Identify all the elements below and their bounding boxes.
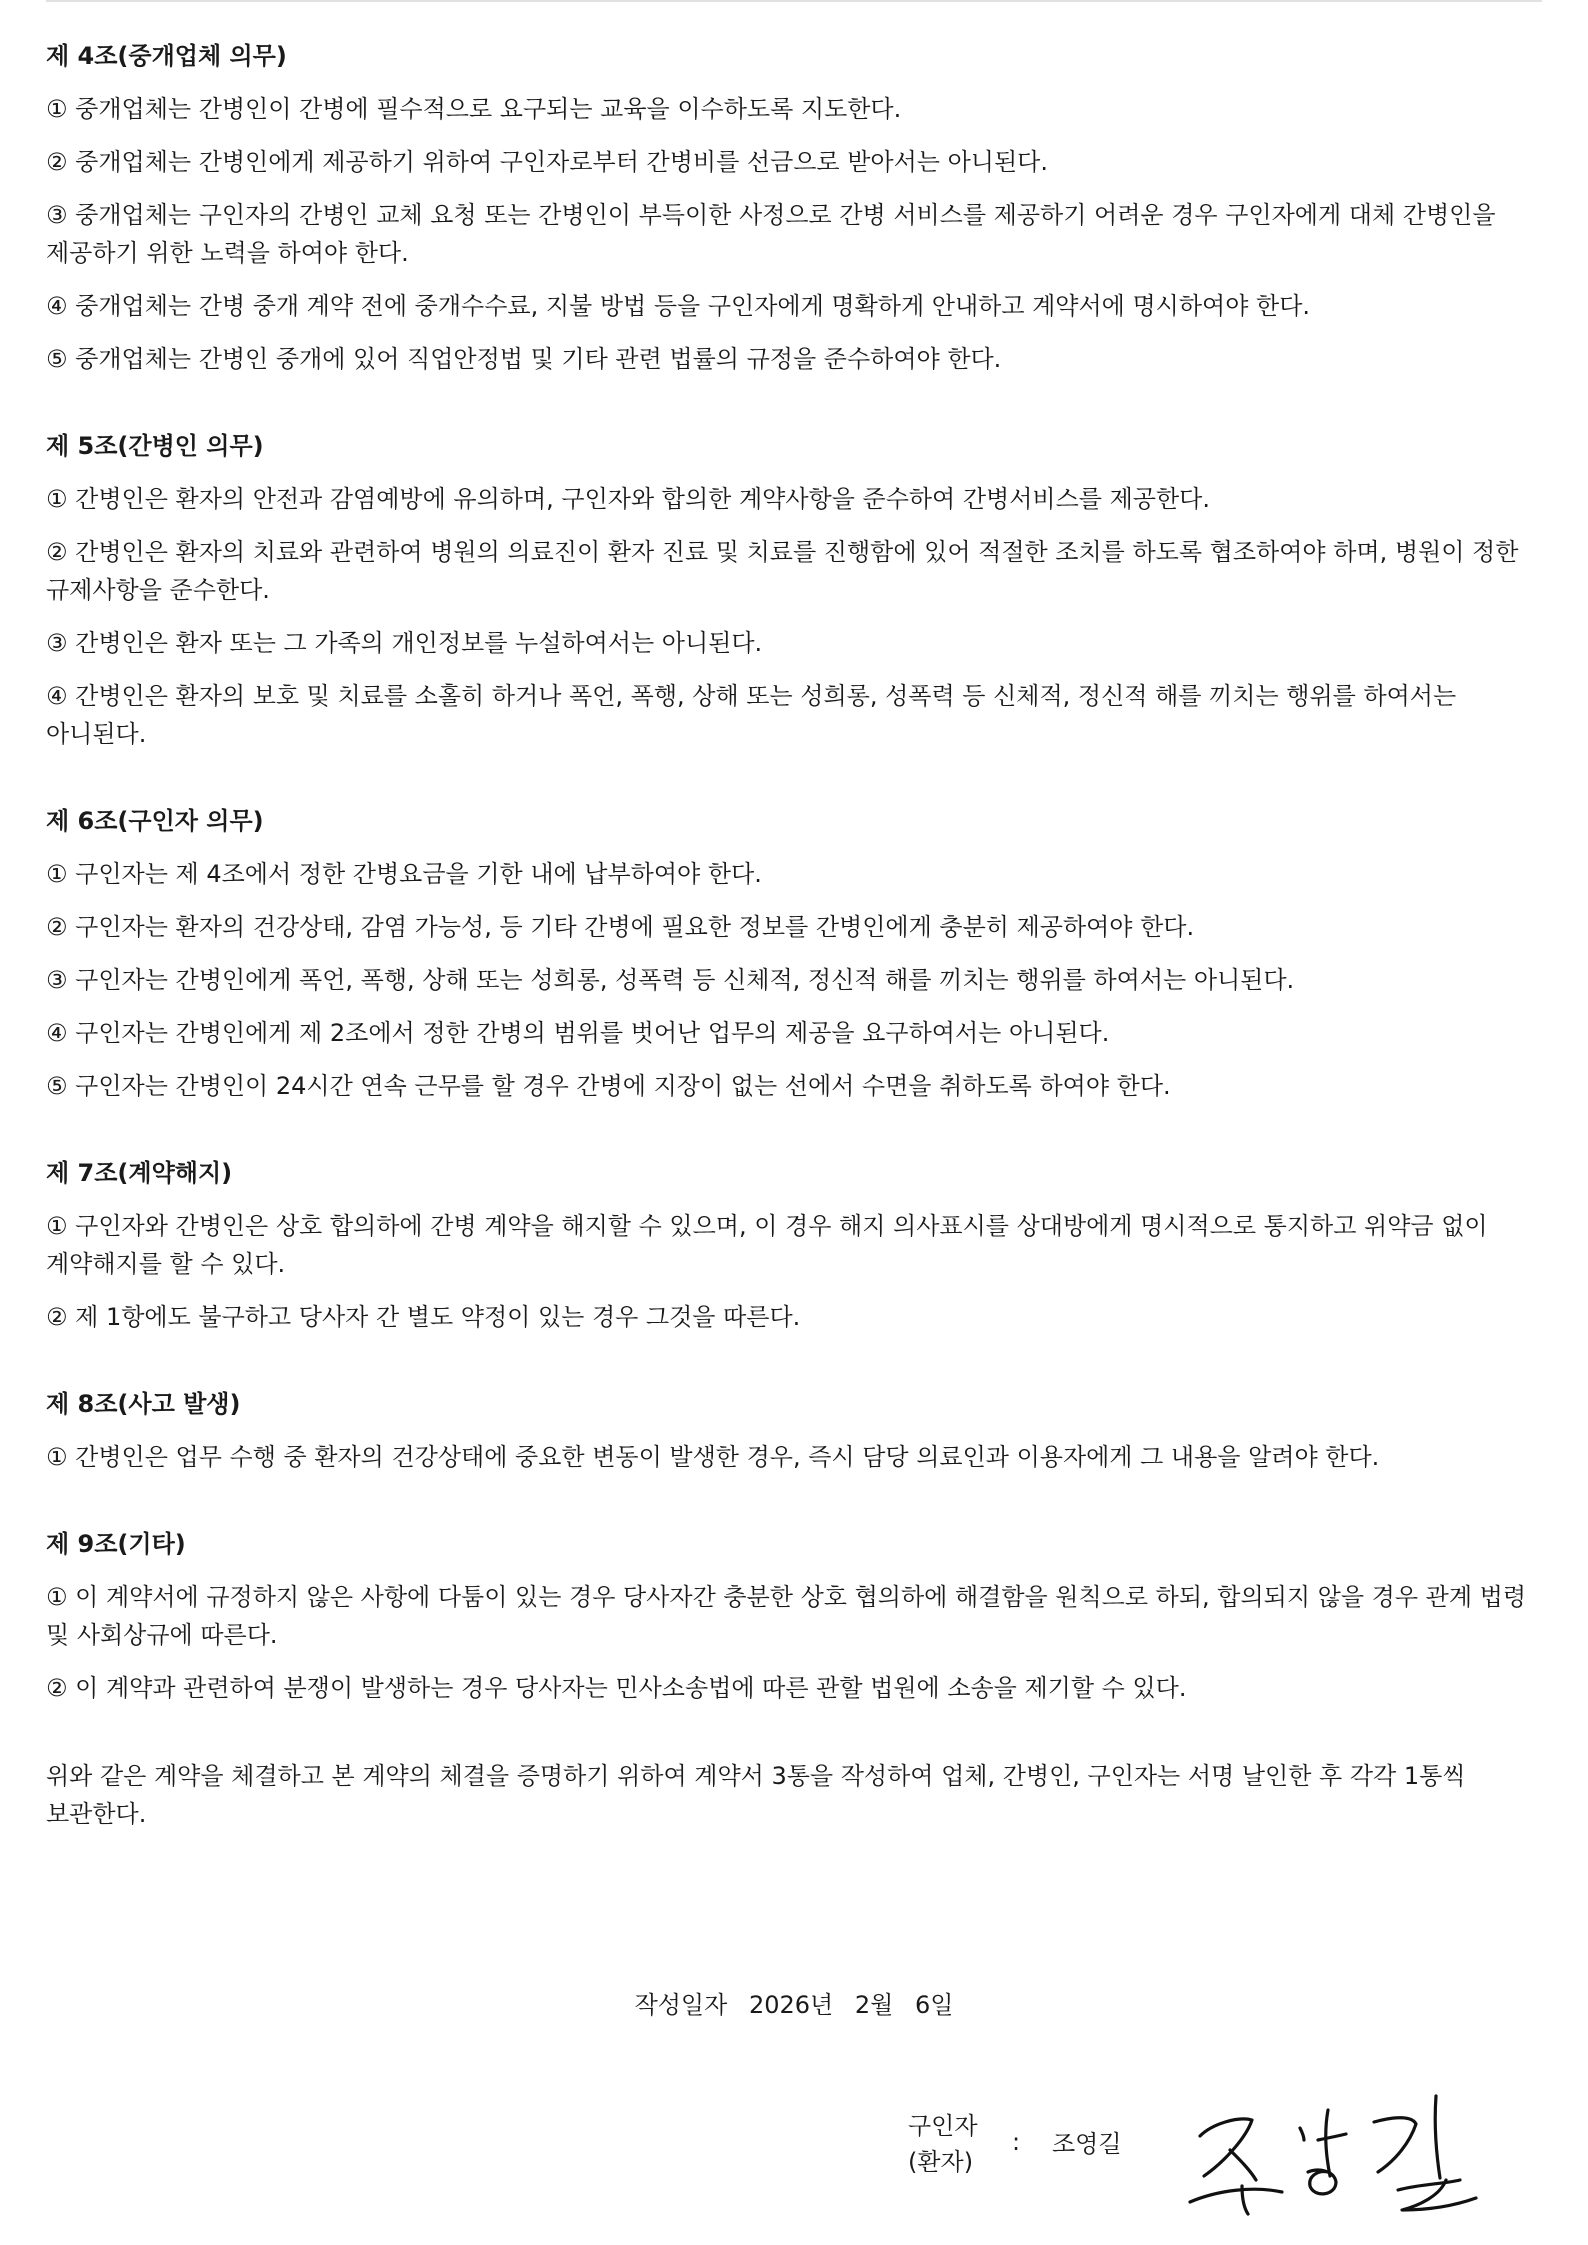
article-title: 제 4조(중개업체 의무)	[46, 42, 287, 70]
date-year: 2026년	[748, 1991, 834, 2019]
article-title: 제 9조(기타)	[46, 1530, 186, 1558]
article-title: 제 5조(간병인 의무)	[46, 432, 264, 460]
clause: ② 구인자는 환자의 건강상태, 감염 가능성, 등 기타 간병에 필요한 정보를 간병인에게 충분히 제공하여야 한다.	[46, 913, 1195, 941]
clause: ④ 간병인은 환자의 보호 및 치료를 소홀히 하거나 폭언, 폭행, 상해 또는 성희롱, 성폭력 등 신체적, 정신적 해를 끼치는 행위를 하여서는 아니된다.	[46, 682, 1457, 748]
closing-statement: 위와 같은 계약을 체결하고 본 계약의 체결을 증명하기 위하여 계약서 3통을 작성하여 업체, 간병인, 구인자는 서명 날인한 후 각각 1통씩 보관한다.	[46, 1762, 1466, 1828]
clause: ① 중개업체는 간병인이 간병에 필수적으로 요구되는 교육을 이수하도록 지도한다.	[46, 95, 902, 123]
clause: ④ 구인자는 간병인에게 제 2조에서 정한 간병의 범위를 벗어난 업무의 제공을 요구하여서는 아니된다.	[46, 1019, 1110, 1047]
clause: ① 이 계약서에 규정하지 않은 사항에 다툼이 있는 경우 당사자간 충분한 상호 협의하에 해결함을 원칙으로 하되, 합의되지 않을 경우 관계 법령 및 사회상규에 따른다.	[46, 1583, 1527, 1649]
clause: ③ 중개업체는 구인자의 간병인 교체 요청 또는 간병인이 부득이한 사정으로 간병 서비스를 제공하기 어려운 경우 구인자에게 대체 간병인을 제공하기 위한 노력을 하여야 한다.	[46, 201, 1496, 267]
clause: ① 간병인은 업무 수행 중 환자의 건강상태에 중요한 변동이 발생한 경우, 즉시 담당 의료인과 이용자에게 그 내용을 알려야 한다.	[46, 1443, 1380, 1471]
date-day: 6일	[914, 1991, 954, 2019]
article-title: 제 7조(계약해지)	[46, 1159, 233, 1187]
article-title: 제 6조(구인자 의무)	[46, 807, 264, 835]
signature-block	[908, 2108, 1508, 2238]
signer-name: 조영길	[1052, 2130, 1122, 2158]
date-line	[0, 1987, 1588, 2023]
contract-body	[46, 38, 1546, 1833]
article-6	[46, 803, 1546, 1105]
clause: ② 중개업체는 간병인에게 제공하기 위하여 구인자로부터 간병비를 선금으로 받아서는 아니된다.	[46, 148, 1048, 176]
article-5	[46, 428, 1546, 753]
date-label: 작성일자	[634, 1991, 728, 2019]
clause: ① 구인자는 제 4조에서 정한 간병요금을 기한 내에 납부하여야 한다.	[46, 860, 762, 888]
clause: ① 간병인은 환자의 안전과 감염예방에 유의하며, 구인자와 합의한 계약사항을 준수하여 간병서비스를 제공한다.	[46, 485, 1210, 513]
handwritten-signature	[1160, 2080, 1500, 2240]
signer-role-line1: 구인자	[908, 2112, 978, 2140]
article-8	[46, 1386, 1546, 1476]
article-4	[46, 38, 1546, 378]
clause: ② 제 1항에도 불구하고 당사자 간 별도 약정이 있는 경우 그것을 따른다.	[46, 1303, 801, 1331]
top-divider	[46, 0, 1542, 2]
clause: ② 간병인은 환자의 치료와 관련하여 병원의 의료진이 환자 진료 및 치료를 진행함에 있어 적절한 조치를 하도록 협조하여야 하며, 병원이 정한 규제사항을 준수한다.	[46, 538, 1519, 604]
clause: ③ 구인자는 간병인에게 폭언, 폭행, 상해 또는 성희롱, 성폭력 등 신체적, 정신적 해를 끼치는 행위를 하여서는 아니된다.	[46, 966, 1295, 994]
signer-role	[908, 2108, 978, 2180]
article-7	[46, 1155, 1546, 1336]
date-month: 2월	[854, 1991, 894, 2019]
article-title: 제 8조(사고 발생)	[46, 1390, 241, 1418]
article-9	[46, 1526, 1546, 1707]
clause: ⑤ 중개업체는 간병인 중개에 있어 직업안정법 및 기타 관련 법률의 규정을 준수하여야 한다.	[46, 345, 1002, 373]
signer-role-line2: (환자)	[908, 2148, 974, 2176]
clause: ③ 간병인은 환자 또는 그 가족의 개인정보를 누설하여서는 아니된다.	[46, 629, 763, 657]
clause: ④ 중개업체는 간병 중개 계약 전에 중개수수료, 지불 방법 등을 구인자에게 명확하게 안내하고 계약서에 명시하여야 한다.	[46, 292, 1311, 320]
signer-colon: :	[1012, 2128, 1021, 2156]
clause: ② 이 계약과 관련하여 분쟁이 발생하는 경우 당사자는 민사소송법에 따른 관할 법원에 소송을 제기할 수 있다.	[46, 1674, 1187, 1702]
clause: ⑤ 구인자는 간병인이 24시간 연속 근무를 할 경우 간병에 지장이 없는 선에서 수면을 취하도록 하여야 한다.	[46, 1072, 1171, 1100]
clause: ① 구인자와 간병인은 상호 합의하에 간병 계약을 해지할 수 있으며, 이 경우 해지 의사표시를 상대방에게 명시적으로 통지하고 위약금 없이 계약해지를 할 수 있다.	[46, 1212, 1488, 1278]
